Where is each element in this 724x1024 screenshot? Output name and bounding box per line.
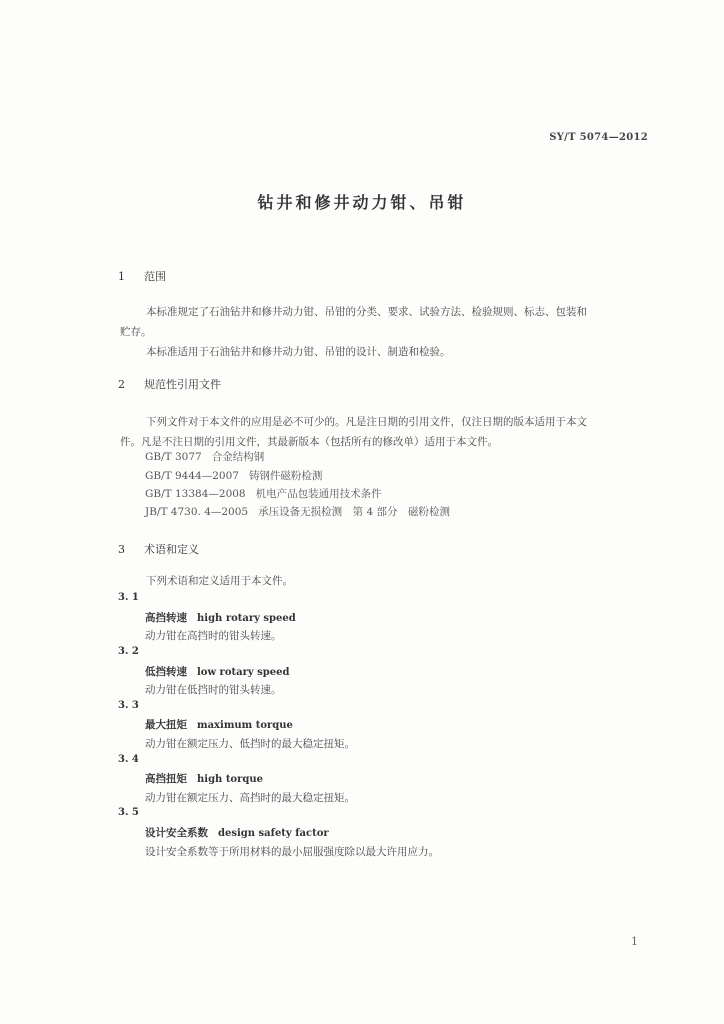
- term-chinese: 高挡扭矩: [145, 773, 187, 785]
- section-1-paragraph-1: [120, 302, 587, 342]
- term-entry: [145, 771, 263, 786]
- reference-name: 铸钢件磁粉检测: [248, 470, 323, 482]
- paragraph-line: 本标准规定了石油钻井和修井动力钳、吊钳的分类、要求、试验方法、检验规则、标志、包装和: [146, 306, 587, 318]
- document-title: 钻井和修井动力钳、吊钳: [257, 193, 467, 212]
- section-number: 3: [118, 543, 125, 556]
- section-title: 术语和定义: [144, 543, 199, 556]
- term-chinese: 高挡转速: [145, 612, 187, 624]
- term-definition: 动力钳在额定压力、高挡时的最大稳定扭矩。: [145, 792, 355, 804]
- term-entry: [145, 717, 293, 732]
- clause-number: 3. 5: [118, 807, 139, 818]
- reference-code: JB/T 4730. 4—2005: [145, 506, 249, 518]
- section-title: 范围: [144, 270, 166, 283]
- reference-code: GB/T 13384—2008: [145, 488, 246, 500]
- page-number: 1: [631, 935, 638, 948]
- term-english: low rotary speed: [197, 667, 290, 678]
- term-english: maximum torque: [197, 720, 293, 731]
- reference-name: 机电产品包装通用技术条件: [255, 488, 382, 500]
- section-2-intro: [120, 412, 587, 452]
- term-entry: [145, 825, 329, 840]
- term-english: high torque: [197, 774, 263, 785]
- term-definition: 动力钳在低挡时的钳头转速。: [145, 684, 282, 696]
- clause-number: 3. 4: [118, 754, 139, 765]
- clause-number: 3. 3: [118, 700, 139, 711]
- term-entry: [145, 610, 296, 625]
- section-number: 1: [118, 270, 125, 283]
- reference-name: 合金结构钢: [211, 451, 265, 463]
- reference-item: [145, 504, 450, 519]
- paragraph-line: 下列文件对于本文件的应用是必不可少的。凡是注日期的引用文件，仅注日期的版本适用于本文: [146, 416, 587, 428]
- paragraph-line: 下列术语和定义适用于本文件。: [146, 575, 293, 587]
- section-3-intro: [120, 571, 293, 591]
- term-definition: 设计安全系数等于所用材料的最小屈服强度除以最大许用应力。: [145, 846, 439, 858]
- section-3-heading: [118, 541, 199, 557]
- term-english: high rotary speed: [197, 613, 296, 624]
- term-chinese: 最大扭矩: [145, 719, 187, 731]
- term-english: design safety factor: [218, 828, 329, 839]
- section-2-heading: [118, 376, 221, 392]
- reference-item: [145, 486, 382, 501]
- term-entry: [145, 664, 290, 679]
- reference-code: GB/T 9444—2007: [145, 470, 239, 482]
- paragraph-line: 本标准适用于石油钻井和修井动力钳、吊钳的设计、制造和检验。: [146, 346, 451, 358]
- term-definition: 动力钳在高挡时的钳头转速。: [145, 630, 282, 642]
- section-1-paragraph-2: [120, 342, 451, 362]
- reference-item: [145, 468, 322, 483]
- reference-name: 承压设备无损检测 第 4 部分 磁粉检测: [258, 506, 450, 518]
- clause-number: 3. 2: [118, 646, 139, 657]
- reference-code: GB/T 3077: [145, 451, 202, 463]
- reference-item: [145, 449, 264, 464]
- paragraph-line: 贮存。: [120, 326, 152, 338]
- paragraph-line: 件。凡是不注日期的引用文件，其最新版本（包括所有的修改单）适用于本文件。: [120, 436, 498, 448]
- standard-code: SY/T 5074—2012: [549, 132, 648, 143]
- clause-number: 3. 1: [118, 592, 139, 603]
- section-1-heading: [118, 268, 166, 284]
- term-chinese: 低挡转速: [145, 666, 187, 678]
- term-definition: 动力钳在额定压力、低挡时的最大稳定扭矩。: [145, 738, 355, 750]
- term-chinese: 设计安全系数: [145, 827, 208, 839]
- section-number: 2: [118, 378, 125, 391]
- section-title: 规范性引用文件: [144, 378, 221, 391]
